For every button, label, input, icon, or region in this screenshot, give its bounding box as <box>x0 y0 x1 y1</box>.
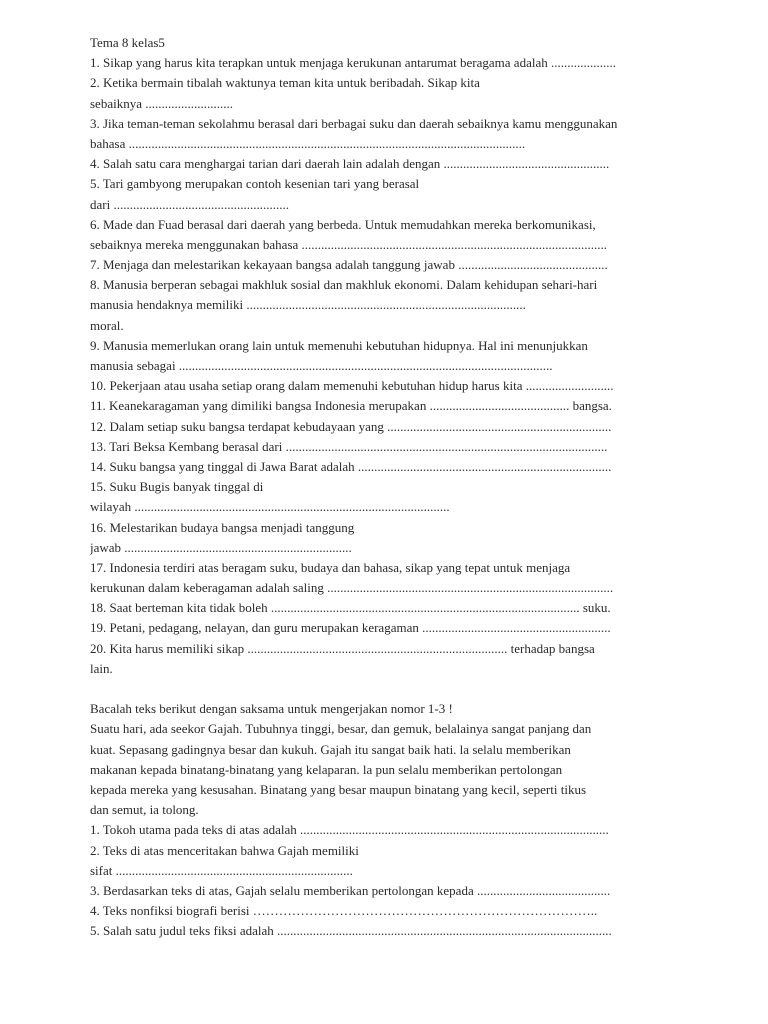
question-line: manusia hendaknya memiliki ...................................................................................... <box>90 297 526 313</box>
reading-instruction: Bacalah teks berikut dengan saksama untuk mengerjakan nomor 1-3 ! <box>90 701 453 717</box>
reading-line: kepada mereka yang kesusahan. Binatang yang besar maupun binatang yang kecil, seperti tikus <box>90 781 587 797</box>
question-line: 11. Keanekaragaman yang dimiliki bangsa Indonesia merupakan ........................................... bangsa. <box>90 398 612 414</box>
reading-line: Suatu hari, ada seekor Gajah. Tubuhnya tinggi, besar, dan gemuk, belalainya sangat panjang dan <box>90 721 592 737</box>
question-line: 8. Manusia berperan sebagai makhluk sosial dan makhluk ekonomi. Dalam kehidupan sehari-hari <box>90 277 598 293</box>
question-line: 5. Tari gambyong merupakan contoh kesenian tari yang berasal <box>90 176 420 192</box>
reading-line: makanan kepada binatang-binatang yang kelaparan. la pun selalu memberikan pertolongan <box>90 761 563 777</box>
question-line: 6. Made dan Fuad berasal dari daerah yang berbeda. Untuk memudahkan mereka berkomunikasi, <box>90 216 596 232</box>
reading-line: dan semut, ia tolong. <box>90 802 199 818</box>
question-line: 19. Petani, pedagang, nelayan, dan guru merupakan keragaman .......................................................... <box>90 620 611 636</box>
question-line: sebaiknya mereka menggunakan bahasa .............................................................................................. <box>90 236 608 252</box>
question-line: moral. <box>90 317 124 333</box>
question-line: 12. Dalam setiap suku bangsa terdapat kebudayaan yang ..................................................................... <box>90 418 612 434</box>
question-line: 10. Pekerjaan atau usaha setiap orang dalam memenuhi kebutuhan hidup harus kita ........................... <box>90 378 614 394</box>
question-line: 2. Ketika bermain tibalah waktunya teman kita untuk beribadah. Sikap kita <box>90 75 480 91</box>
question-line: jawab ...................................................................... <box>90 539 352 555</box>
reading-section <box>90 699 690 941</box>
reading-line: 4. Teks nonfiksi biografi berisi …………………………………………………………………….. <box>90 903 598 919</box>
question-line: bahasa .......................................................................................................................... <box>90 135 526 151</box>
question-line: 7. Menjaga dan melestarikan kekayaan bangsa adalah tanggung jawab .............................................. <box>90 257 608 273</box>
section-spacer <box>90 679 690 699</box>
question-line: 18. Saat berteman kita tidak boleh ............................................................................................... suku. <box>90 600 611 616</box>
questions-section <box>90 53 690 679</box>
question-line: 16. Melestarikan budaya bangsa menjadi tanggung <box>90 519 355 535</box>
question-line: kerukunan dalam keberagaman adalah saling ........................................................................................ <box>90 580 614 596</box>
question-line: manusia sebagai ................................................................................................................... <box>90 358 553 373</box>
reading-line: 2. Teks di atas menceritakan bahwa Gajah memiliki <box>90 842 359 858</box>
question-line: lain. <box>90 660 113 676</box>
question-line: 17. Indonesia terdiri atas beragam suku, budaya dan bahasa, sikap yang tepat untuk menjaga <box>90 559 571 575</box>
worksheet-title: Tema 8 kelas5 <box>90 35 165 50</box>
reading-line: 3. Berdasarkan teks di atas, Gajah selalu memberikan pertolongan kepada ......................................... <box>90 882 611 898</box>
reading-line: 1. Tokoh utama pada teks di atas adalah ............................................................................................... <box>90 822 609 838</box>
question-line: 3. Jika teman-teman sekolahmu berasal dari berbagai suku dan daerah sebaiknya kamu menggunakan <box>90 115 618 131</box>
question-line: sebaiknya ........................... <box>90 95 233 111</box>
worksheet-page <box>90 33 690 941</box>
question-line: 14. Suku bangsa yang tinggal di Jawa Barat adalah .............................................................................. <box>90 458 612 474</box>
question-line: 20. Kita harus memiliki sikap ................................................................................ terhadap bangsa <box>90 640 595 656</box>
question-line: 4. Salah satu cara menghargai tarian dari daerah lain adalah dengan ................................................... <box>90 156 610 172</box>
question-line: 9. Manusia memerlukan orang lain untuk memenuhi kebutuhan hidupnya. Hal ini menunjukkan <box>90 337 588 353</box>
question-line: 13. Tari Beksa Kembang berasal dari ................................................................................................... <box>90 438 608 454</box>
reading-line: kuat. Sepasang gadingnya besar dan kukuh. Gajah itu sangat baik hati. la selalu memberikan <box>90 741 571 757</box>
question-line: wilayah ................................................................................................. <box>90 499 450 515</box>
question-line: dari ...................................................... <box>90 196 289 212</box>
question-line: 15. Suku Bugis banyak tinggal di <box>90 479 264 495</box>
reading-line: 5. Salah satu judul teks fiksi adalah ....................................................................................................... <box>90 923 612 939</box>
reading-line: sifat ......................................................................... <box>90 862 353 878</box>
question-line: 1. Sikap yang harus kita terapkan untuk menjaga kerukunan antarumat beragama adalah .................... <box>90 55 616 71</box>
